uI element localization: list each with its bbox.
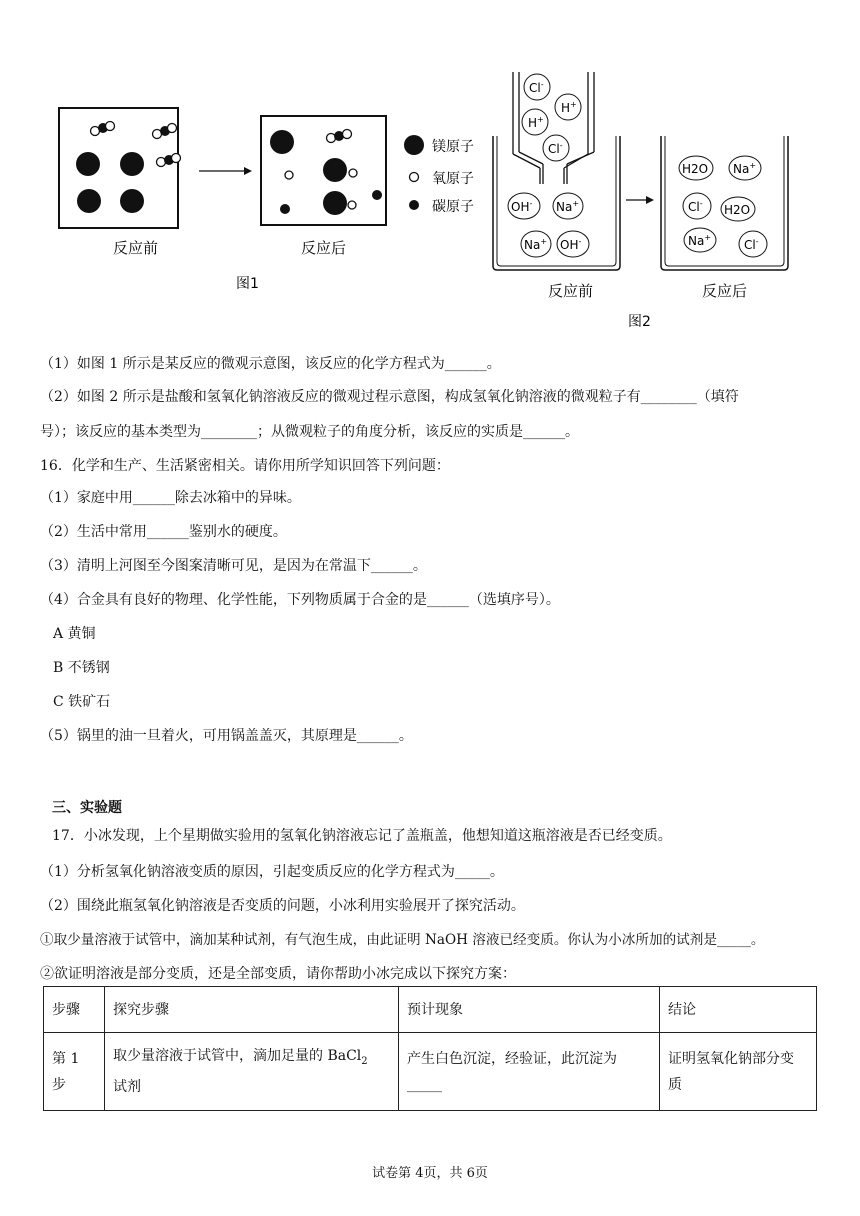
svg-text:Na+: Na+ xyxy=(733,161,757,176)
table-cell-phenomenon: 产生白色沉淀，经验证，此沉淀为 _____ xyxy=(399,1033,660,1111)
q15-part1: （1）如图 1 所示是某反应的微观示意图，该反应的化学方程式为______。 xyxy=(40,356,501,372)
svg-text:Cl-: Cl- xyxy=(548,141,563,156)
q17-step2: ②欲证明溶液是部分变质，还是全部变质，请你帮助小冰完成以下探究方案： xyxy=(40,966,516,982)
q16-part5: （5）锅里的油一旦着火，可用锅盖盖灭，其原理是______。 xyxy=(40,728,413,744)
legend-c-label: 碳原子 xyxy=(432,199,474,215)
legend-o-symbol xyxy=(410,173,419,182)
svg-text:H2O: H2O xyxy=(682,162,709,176)
q16-option-b: B 不锈钢 xyxy=(53,660,110,676)
fig1-caption: 图1 xyxy=(236,276,259,292)
page-footer: 试卷第 4页，共 6页 xyxy=(372,1166,488,1181)
q16-part3: （3）清明上河图至今图案清晰可见，是因为在常温下______。 xyxy=(40,558,427,574)
svg-text:Na+: Na+ xyxy=(556,199,580,214)
fig1-legend xyxy=(404,135,474,215)
table-header-conclusion: 结论 xyxy=(660,987,817,1033)
q16-intro: 16．化学和生产、生活紧密相关。请你用所学知识回答下列问题： xyxy=(40,458,450,474)
legend-o-label: 氧原子 xyxy=(432,171,474,187)
q17-part2: （2）围绕此瓶氢氧化钠溶液是否变质的问题，小冰利用实验展开了探究活动。 xyxy=(40,898,525,914)
q15-part2-line2: 号）；该反应的基本类型为________；从微观粒子的角度分析，该反应的实质是______。 xyxy=(40,424,579,440)
svg-text:H2O: H2O xyxy=(724,203,751,217)
svg-text:Cl-: Cl- xyxy=(688,199,703,214)
fig2-caption: 图2 xyxy=(628,314,651,330)
q16-part4: （4）合金具有良好的物理、化学性能，下列物质属于合金的是______（选填序号）。 xyxy=(40,592,560,608)
svg-text:Na+: Na+ xyxy=(524,237,548,252)
q15-part2-line1: （2）如图 2 所示是盐酸和氢氧化钠溶液反应的微观过程示意图，构成氢氧化钠溶液的微观粒子有________（填符 xyxy=(40,389,739,405)
fig2-before-label: 反应前 xyxy=(548,282,594,300)
figure-area xyxy=(0,0,860,340)
fig1-particles-after xyxy=(270,130,382,216)
svg-text:OH-: OH- xyxy=(560,237,582,252)
legend-mg-symbol xyxy=(404,135,424,155)
experiment-table xyxy=(43,986,817,1111)
table-cell-procedure: 取少量溶液于试管中，滴加足量的 BaCl$_2$ 试剂 xyxy=(105,1033,399,1111)
svg-text:H+: H+ xyxy=(561,100,577,115)
table-row xyxy=(44,1033,817,1111)
q16-option-c: C 铁矿石 xyxy=(53,694,111,710)
q17-part1: （1）分析氢氧化钠溶液变质的原因，引起变质反应的化学方程式为_____。 xyxy=(40,864,504,880)
svg-text:Na+: Na+ xyxy=(688,233,712,248)
fig1-after-label: 反应后 xyxy=(301,239,347,257)
svg-text:H+: H+ xyxy=(528,115,544,130)
q17-step1: ①取少量溶液于试管中，滴加某种试剂，有气泡生成，由此证明 NaOH 溶液已经变质。你认为小冰所加的试剂是_____。 xyxy=(40,932,765,948)
legend-mg-label: 镁原子 xyxy=(432,139,474,155)
fig2-before-ions xyxy=(508,193,589,257)
legend-c-symbol xyxy=(409,200,419,210)
fig1-before-label: 反应前 xyxy=(113,239,159,257)
fig1-mg-atoms-before xyxy=(76,152,144,213)
fig2-after-ions xyxy=(679,156,767,257)
table-header-row xyxy=(44,987,817,1033)
fig2-funnel-ions xyxy=(522,74,581,161)
svg-text:Cl-: Cl- xyxy=(744,237,759,252)
table-cell-step: 第 1 步 xyxy=(44,1033,105,1111)
q16-part1: （1）家庭中用______除去冰箱中的异味。 xyxy=(40,490,301,506)
table-header-phenomenon: 预计现象 xyxy=(399,987,660,1033)
q17-intro: 17．小冰发现，上个星期做实验用的氢氧化钠溶液忘记了盖瓶盖，他想知道这瓶溶液是否已经变质。 xyxy=(52,828,672,844)
svg-text:OH-: OH- xyxy=(511,199,533,214)
svg-text:Cl-: Cl- xyxy=(529,80,544,95)
table-cell-conclusion: 证明氢氧化钠部分变 质 xyxy=(660,1033,817,1111)
table-header-procedure: 探究步骤 xyxy=(105,987,399,1033)
q16-option-a: A 黄铜 xyxy=(53,626,96,642)
q16-part2: （2）生活中常用______鉴别水的硬度。 xyxy=(40,524,287,540)
section-title: 三、实验题 xyxy=(52,800,122,816)
table-header-step: 步骤 xyxy=(44,987,105,1033)
fig2-after-label: 反应后 xyxy=(702,282,748,300)
